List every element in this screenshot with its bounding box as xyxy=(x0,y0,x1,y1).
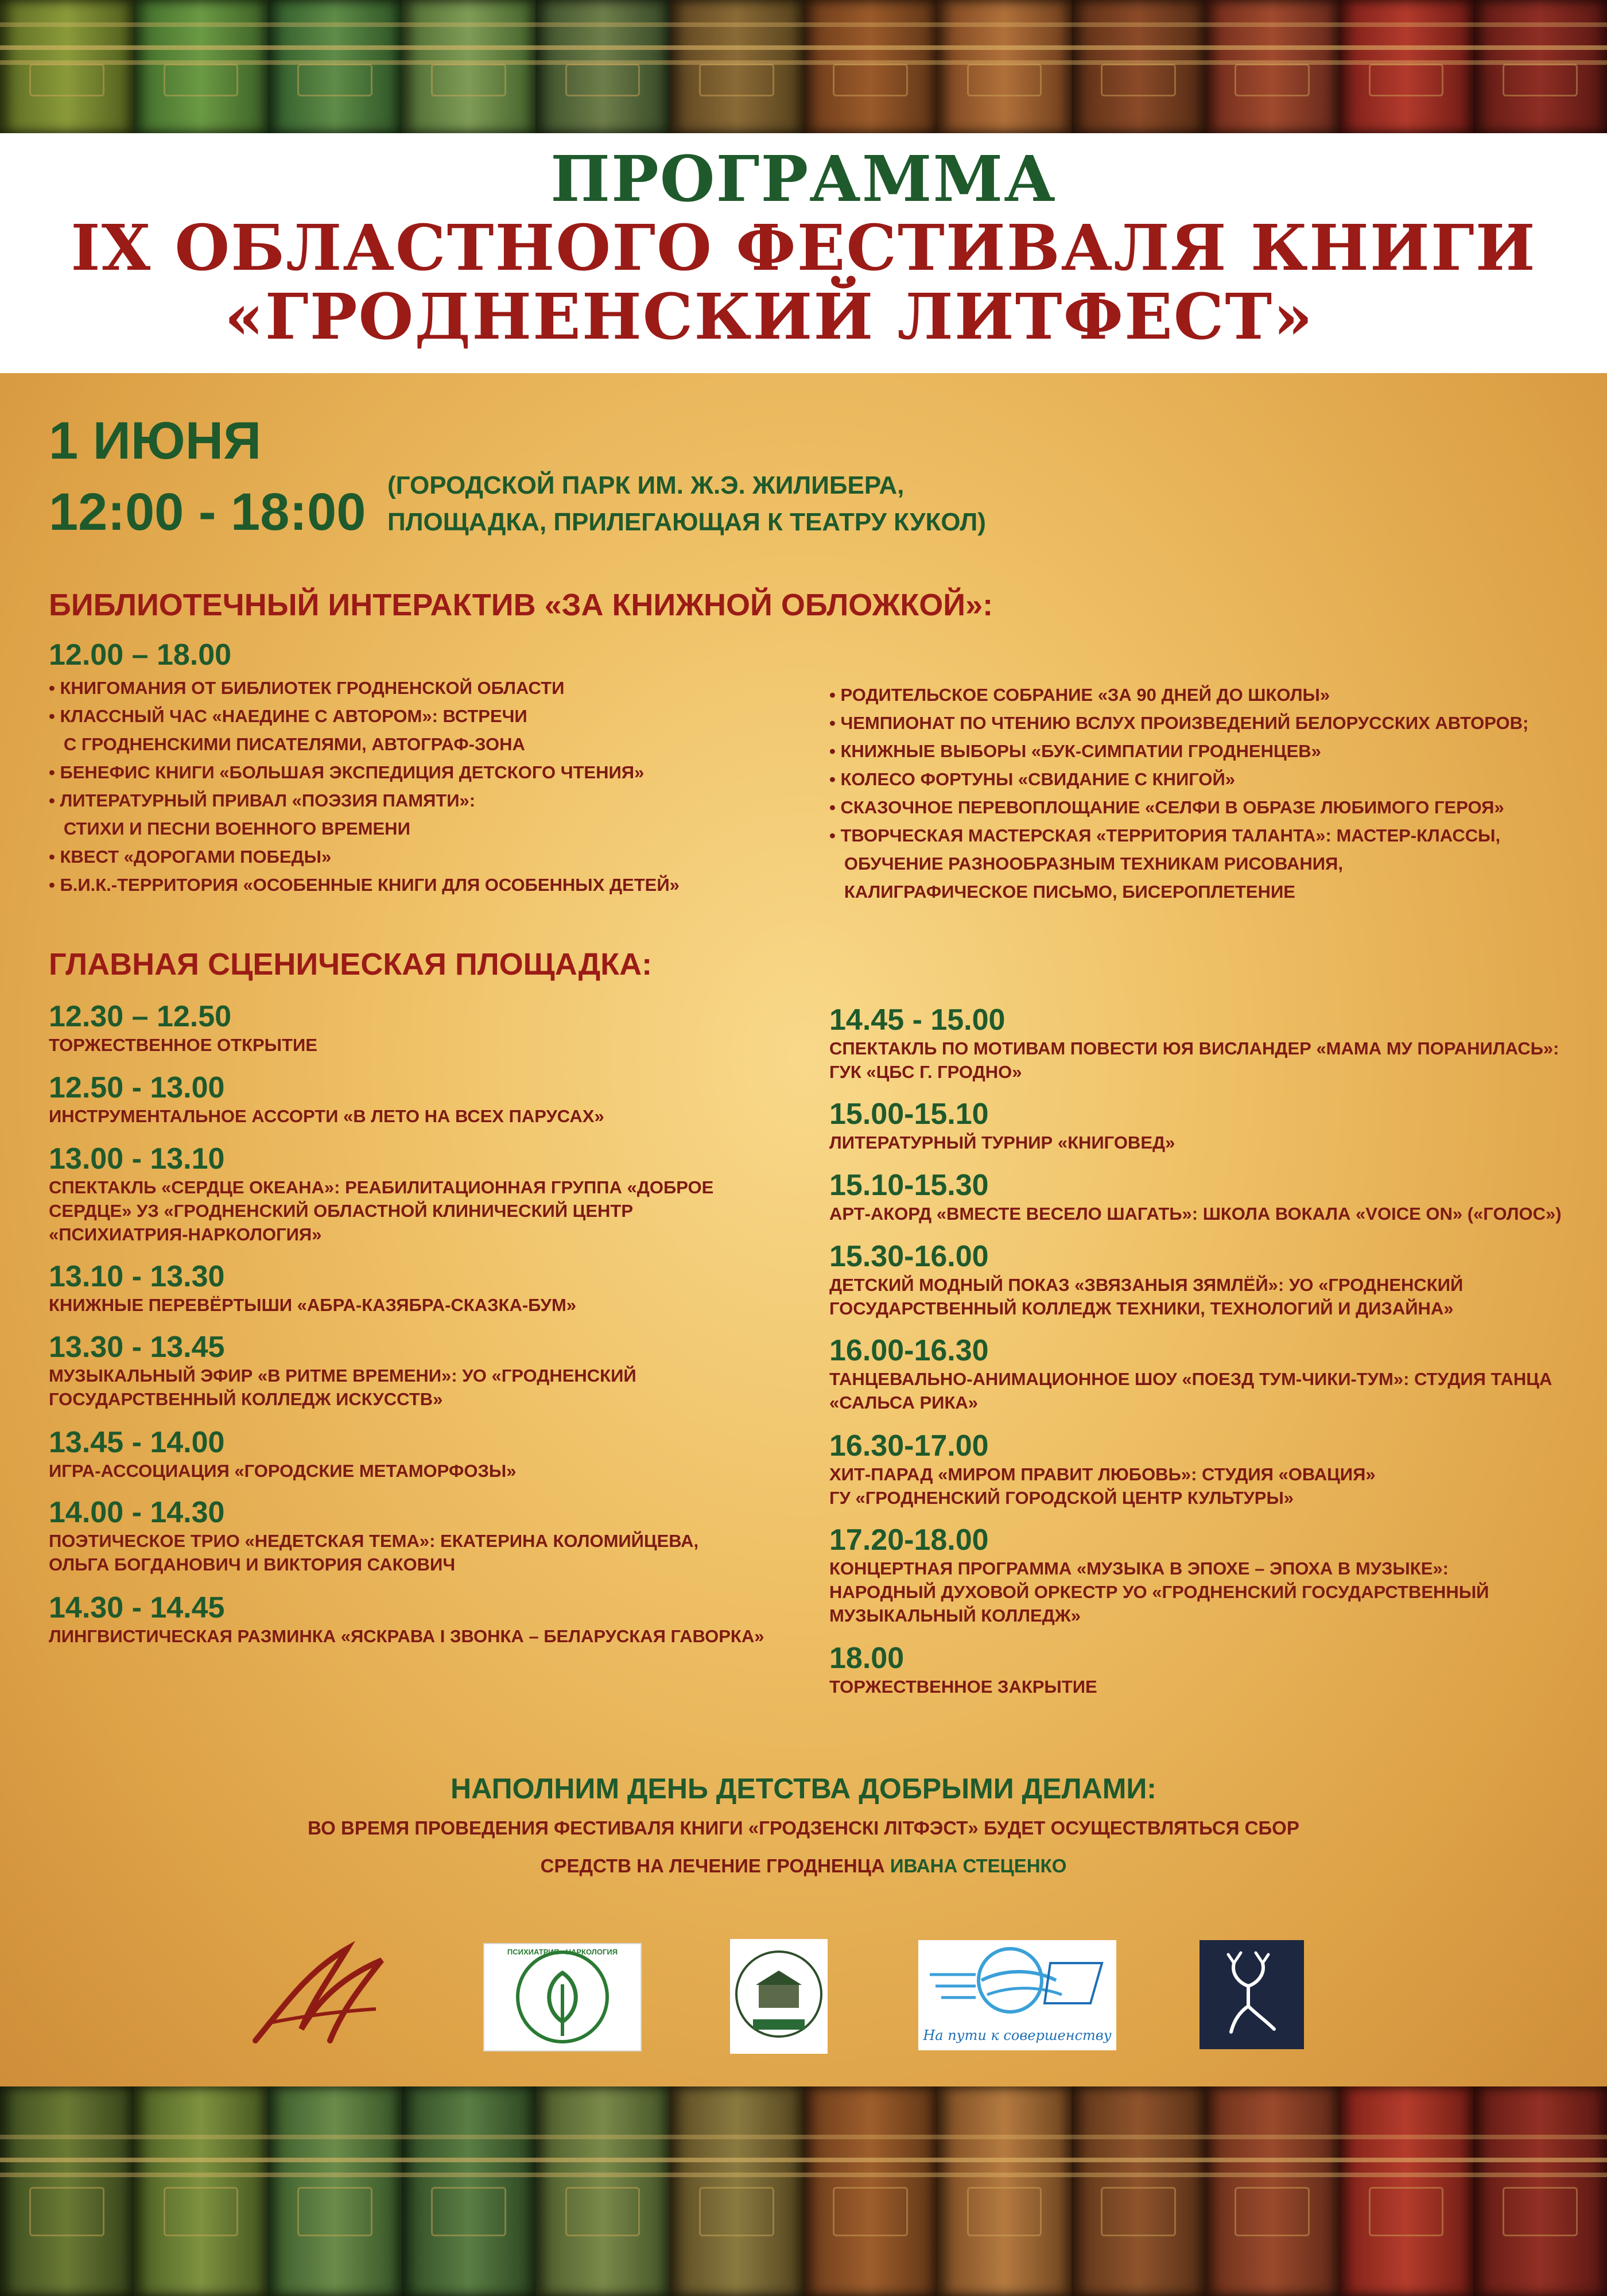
book-spine xyxy=(1339,0,1473,133)
library-right-list xyxy=(829,681,1587,906)
library-item: • ЛИТЕРАТУРНЫЙ ПРИВАЛ «ПОЭЗИЯ ПАМЯТИ»: xyxy=(49,790,476,810)
stage-event xyxy=(829,1334,1552,1414)
psychiatry-narcology-logo xyxy=(483,1943,642,2051)
stage-heading: ГЛАВНАЯ СЦЕНИЧЕСКАЯ ПЛОЩАДКА: xyxy=(49,947,653,982)
stage-event-time: 13.10 - 13.30 xyxy=(49,1260,225,1293)
library-time: 12.00 – 18.00 xyxy=(49,638,232,672)
stage-event-time: 16.30-17.00 xyxy=(829,1429,989,1463)
stage-event-time: 15.00-15.10 xyxy=(829,1097,989,1131)
bookshelf-banner-bottom xyxy=(0,2086,1607,2296)
stage-event xyxy=(829,1003,1559,1084)
stage-event xyxy=(49,1260,576,1317)
book-spine xyxy=(535,0,669,133)
stage-event xyxy=(829,1097,1175,1154)
program-header xyxy=(0,133,1607,373)
book-spine xyxy=(1072,2086,1205,2296)
stage-event-desc: «ПСИХИАТРИЯ-НАРКОЛОГИЯ» xyxy=(49,1224,322,1244)
book-spine xyxy=(1205,2086,1339,2296)
event-date: 1 ИЮНЯ xyxy=(49,412,262,470)
stage-event-desc: ОЛЬГА БОГДАНОВИЧ И ВИКТОРИЯ САКОВИЧ xyxy=(49,1554,456,1574)
stage-event-time: 12.30 – 12.50 xyxy=(49,1000,232,1033)
stage-event xyxy=(829,1169,1562,1225)
stage-event-desc: ИГРА-АССОЦИАЦИЯ «ГОРОДСКИЕ МЕТАМОРФОЗЫ» xyxy=(49,1461,517,1481)
stage-event-desc: ТОРЖЕСТВЕННОЕ ОТКРЫТИЕ xyxy=(49,1035,317,1055)
library-item: • Б.И.К.-ТЕРРИТОРИЯ «ОСОБЕННЫЕ КНИГИ ДЛЯ ОСОБЕННЫХ ДЕТЕЙ» xyxy=(49,875,680,895)
stage-event-time: 14.30 - 14.45 xyxy=(49,1591,225,1624)
book-spine xyxy=(402,0,535,133)
charity-text-line2 xyxy=(0,1849,1607,1883)
charity-recipient-name: ИВАНА СТЕЦЕНКО xyxy=(890,1855,1067,1876)
stage-event-desc: СПЕКТАКЛЬ ПО МОТИВАМ ПОВЕСТИ ЮЯ ВИСЛАНДЕР «МАМА МУ ПОРАНИЛАСЬ»: xyxy=(829,1038,1559,1058)
library-item: СТИХИ И ПЕСНИ ВОЕННОГО ВРЕМЕНИ xyxy=(49,819,410,839)
book-spine xyxy=(1339,2086,1473,2296)
college-logo xyxy=(730,1939,828,2054)
event-venue-line2: ПЛОЩАДКА, ПРИЛЕГАЮЩАЯ К ТЕАТРУ КУКОЛ) xyxy=(387,508,986,536)
stage-event-desc: АРТ-АКОРД «ВМЕСТЕ ВЕСЕЛО ШАГАТЬ»: ШКОЛА ВОКАЛА «VOICE ON» («ГОЛОС») xyxy=(829,1204,1562,1224)
book-spine xyxy=(937,0,1071,133)
monogram-logo xyxy=(244,1937,393,2052)
library-item: • ЧЕМПИОНАТ ПО ЧТЕНИЮ ВСЛУХ ПРОИЗВЕДЕНИЙ БЕЛОРУССКИХ АВТОРОВ; xyxy=(829,713,1529,733)
stage-event xyxy=(49,1426,517,1483)
stage-event xyxy=(49,1000,317,1057)
stage-event-time: 15.30-16.00 xyxy=(829,1240,989,1273)
stage-event xyxy=(829,1642,1097,1698)
charity-text-line1: ВО ВРЕМЯ ПРОВЕДЕНИЯ ФЕСТИВАЛЯ КНИГИ «ГРОДЗЕНСКІ ЛІТФЭСТ» БУДЕТ ОСУЩЕСТВЛЯТЬСЯ СБОР xyxy=(308,1817,1299,1839)
program-title: ПРОГРАММА xyxy=(550,142,1057,216)
event-venue-line1: (ГОРОДСКОЙ ПАРК ИМ. Ж.Э. ЖИЛИБЕРА, xyxy=(387,471,905,499)
book-spine xyxy=(268,2086,402,2296)
library-item: • КНИГОМАНИЯ ОТ БИБЛИОТЕК ГРОДНЕНСКОЙ ОБЛАСТИ xyxy=(49,678,565,698)
stage-event-desc: ГОСУДАРСТВЕННЫЙ КОЛЛЕДЖ ИСКУССТВ» xyxy=(49,1389,443,1409)
stage-event-desc: ПОЭТИЧЕСКОЕ ТРИО «НЕДЕТСКАЯ ТЕМА»: ЕКАТЕРИНА КОЛОМИЙЦЕВА, xyxy=(49,1531,699,1551)
book-spine xyxy=(402,2086,535,2296)
stage-event-time: 13.45 - 14.00 xyxy=(49,1426,225,1459)
book-spine xyxy=(134,2086,267,2296)
stage-event xyxy=(49,1591,764,1648)
book-spine xyxy=(1205,0,1339,133)
path-logo-text: На пути к совершенству xyxy=(923,2027,1112,2043)
stage-event-desc: КОНЦЕРТНАЯ ПРОГРАММА «МУЗЫКА В ЭПОХЕ – ЭПОХА В МУЗЫКЕ»: xyxy=(829,1558,1449,1578)
charity-heading: НАПОЛНИМ ДЕНЬ ДЕТСТВА ДОБРЫМИ ДЕЛАМИ: xyxy=(451,1773,1156,1805)
library-item: • КНИЖНЫЕ ВЫБОРЫ «БУК-СИМПАТИИ ГРОДНЕНЦЕВ» xyxy=(829,741,1321,761)
stage-event xyxy=(49,1496,698,1576)
stage-event-desc: МУЗЫКАЛЬНЫЙ ЭФИР «В РИТМЕ ВРЕМЕНИ»: УО «ГРОДНЕНСКИЙ xyxy=(49,1366,636,1386)
path-to-perfection-logo xyxy=(918,1940,1116,2050)
stage-event-desc: ТОРЖЕСТВЕННОЕ ЗАКРЫТИЕ xyxy=(829,1677,1097,1697)
stage-event-desc: ТАНЦЕВАЛЬНО-АНИМАЦИОННОЕ ШОУ «ПОЕЗД ТУМ-ЧИКИ-ТУМ»: СТУДИЯ ТАНЦА xyxy=(829,1369,1552,1389)
stage-event-time: 14.00 - 14.30 xyxy=(49,1496,225,1529)
stage-event-desc: КНИЖНЫЕ ПЕРЕВЁРТЫШИ «АБРА-КАЗЯБРА-СКАЗКА-БУМ» xyxy=(49,1295,577,1315)
stage-event-desc: «САЛЬСА РИКА» xyxy=(829,1393,979,1413)
stage-event-time: 13.00 - 13.10 xyxy=(49,1142,225,1176)
book-spine xyxy=(1473,0,1607,133)
psych-logo-text: ПСИХИАТРИЯ · НАРКОЛОГИЯ xyxy=(507,1948,618,1956)
stage-event xyxy=(829,1523,1489,1627)
stage-event-time: 16.00-16.30 xyxy=(829,1334,989,1367)
library-item: С ГРОДНЕНСКИМИ ПИСАТЕЛЯМИ, АВТОГРАФ-ЗОНА xyxy=(49,734,525,754)
stage-event xyxy=(49,1071,604,1128)
library-item: • СКАЗОЧНОЕ ПЕРЕВОПЛОЩАНИЕ «СЕЛФИ В ОБРАЗЕ ЛЮБИМОГО ГЕРОЯ» xyxy=(829,797,1504,817)
book-spine xyxy=(670,0,804,133)
stage-event-time: 15.10-15.30 xyxy=(829,1169,989,1202)
stage-event-desc: ДЕТСКИЙ МОДНЫЙ ПОКАЗ «ЗВЯЗАНЫЯ ЗЯМЛЁЙ»: УО «ГРОДНЕНСКИЙ xyxy=(829,1275,1464,1295)
book-spine xyxy=(535,2086,669,2296)
stage-event-time: 14.45 - 15.00 xyxy=(829,1003,1006,1037)
bookshelf-banner-top xyxy=(0,0,1607,133)
book-spine xyxy=(937,2086,1071,2296)
library-item: ОБУЧЕНИЕ РАЗНООБРАЗНЫМ ТЕХНИКАМ РИСОВАНИЯ, xyxy=(829,854,1343,874)
book-spine xyxy=(1473,2086,1607,2296)
stage-event-desc: ХИТ-ПАРАД «МИРОМ ПРАВИТ ЛЮБОВЬ»: СТУДИЯ «ОВАЦИЯ» xyxy=(829,1464,1376,1484)
deer-logo xyxy=(1200,1940,1304,2049)
stage-event xyxy=(829,1240,1463,1320)
library-heading: БИБЛИОТЕЧНЫЙ ИНТЕРАКТИВ «ЗА КНИЖНОЙ ОБЛОЖКОЙ»: xyxy=(49,588,993,622)
library-left-list xyxy=(49,674,812,899)
stage-event-time: 12.50 - 13.00 xyxy=(49,1071,225,1104)
library-item: • КОЛЕСО ФОРТУНЫ «СВИДАНИЕ С КНИГОЙ» xyxy=(829,769,1236,789)
library-item: • КВЕСТ «ДОРОГАМИ ПОБЕДЫ» xyxy=(49,847,332,867)
stage-event-desc: МУЗЫКАЛЬНЫЙ КОЛЛЕДЖ» xyxy=(829,1605,1081,1626)
stage-event-desc: ИНСТРУМЕНТАЛЬНОЕ АССОРТИ «В ЛЕТО НА ВСЕХ ПАРУСАХ» xyxy=(49,1106,604,1126)
book-spine xyxy=(0,0,134,133)
book-spine xyxy=(134,0,267,133)
book-spine xyxy=(804,0,937,133)
stage-event-desc: ГОСУДАРСТВЕННЫЙ КОЛЛЕДЖ ТЕХНИКИ, ТЕХНОЛОГИЙ И ДИЗАЙНА» xyxy=(829,1298,1454,1318)
stage-event-desc: СЕРДЦЕ» УЗ «ГРОДНЕНСКИЙ ОБЛАСТНОЙ КЛИНИЧЕСКИЙ ЦЕНТР xyxy=(49,1201,633,1221)
stage-event xyxy=(49,1331,636,1411)
book-spine xyxy=(1072,0,1205,133)
stage-event-desc: ЛИТЕРАТУРНЫЙ ТУРНИР «КНИГОВЕД» xyxy=(829,1133,1175,1153)
library-item: • РОДИТЕЛЬСКОЕ СОБРАНИЕ «ЗА 90 ДНЕЙ ДО ШКОЛЫ» xyxy=(829,685,1330,705)
library-item: • ТВОРЧЕСКАЯ МАСТЕРСКАЯ «ТЕРРИТОРИЯ ТАЛАНТА»: МАСТЕР-КЛАССЫ, xyxy=(829,825,1501,846)
event-time: 12:00 - 18:00 xyxy=(49,483,366,541)
book-spine xyxy=(0,2086,134,2296)
stage-event-desc: НАРОДНЫЙ ДУХОВОЙ ОРКЕСТР УО «ГРОДНЕНСКИЙ ГОСУДАРСТВЕННЫЙ xyxy=(829,1582,1489,1602)
library-item: • КЛАССНЫЙ ЧАС «НАЕДИНЕ С АВТОРОМ»: ВСТРЕЧИ xyxy=(49,706,527,726)
stage-event-desc: ГУ «ГРОДНЕНСКИЙ ГОРОДСКОЙ ЦЕНТР КУЛЬТУРЫ» xyxy=(829,1488,1294,1508)
library-item: • БЕНЕФИС КНИГИ «БОЛЬШАЯ ЭКСПЕДИЦИЯ ДЕТСКОГО ЧТЕНИЯ» xyxy=(49,762,645,782)
stage-event-desc: СПЕКТАКЛЬ «СЕРДЦЕ ОКЕАНА»: РЕАБИЛИТАЦИОННАЯ ГРУППА «ДОБРОЕ xyxy=(49,1177,714,1197)
stage-event xyxy=(49,1142,713,1246)
festival-subtitle: IX ОБЛАСТНОГО ФЕСТИВАЛЯ КНИГИ xyxy=(71,211,1536,285)
festival-name: «ГРОДНЕНСКИЙ ЛИТФЕСТ» xyxy=(224,280,1314,354)
book-spine xyxy=(804,2086,937,2296)
stage-event xyxy=(829,1429,1376,1510)
stage-event-time: 13.30 - 13.45 xyxy=(49,1331,225,1364)
stage-event-time: 18.00 xyxy=(829,1642,905,1675)
library-item: КАЛИГРАФИЧЕСКОЕ ПИСЬМО, БИСЕРОПЛЕТЕНИЕ xyxy=(829,882,1295,902)
charity-text-prefix: СРЕДСТВ НА ЛЕЧЕНИЕ ГРОДНЕНЦА xyxy=(540,1855,890,1876)
book-spine xyxy=(268,0,402,133)
stage-event-desc: ГУК «ЦБС Г. ГРОДНО» xyxy=(829,1062,1022,1082)
stage-event-time: 17.20-18.00 xyxy=(829,1523,989,1557)
book-spine xyxy=(670,2086,804,2296)
stage-event-desc: ЛИНГВИСТИЧЕСКАЯ РАЗМИНКА «ЯСКРАВА І ЗВОНКА – БЕЛАРУСКАЯ ГАВОРКА» xyxy=(49,1626,764,1646)
